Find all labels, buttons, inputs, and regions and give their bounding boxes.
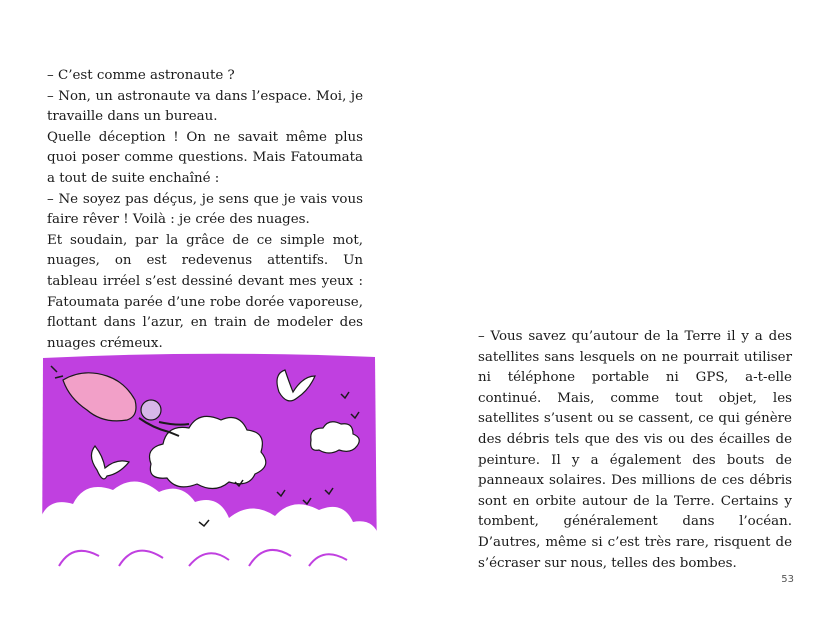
paragraph: Et soudain, par la grâce de ce simple mot, nuages, on est redevenus attentifs. Un tableau irréel s’est dessiné devant mes yeux : Fatoumata parée d’une robe dorée vaporeuse, flottant dans l’azur, en train de modeler des nuages crémeux. — [47, 232, 363, 351]
paragraph: Quelle déception ! On ne savait même plus quoi poser comme questions. Mais Fatoumata a tout de suite enchaîné : — [47, 129, 363, 186]
paragraph: – C’est comme astronaute ? — [47, 68, 235, 83]
page-number: 53 — [781, 574, 794, 585]
left-page-text — [47, 66, 363, 354]
right-page-text — [478, 327, 792, 574]
paragraph: – Vous savez qu’autour de la Terre il y a des satellites sans lesquels on ne pourrait utiliser ni téléphone portable ni GPS, a-t-elle continué. Mais, comme tout objet, les satellites s’usent ou se cassent, ce qui génère des débris tels que des vis ou des écailles de peinture. Il y a également des bouts de panneaux solaires. Des millions de ces débris sont en orbite autour de la Terre. Certains y tombent, généralement dans l’océan. D’autres, même si c’est très rare, risquent de s’écraser sur nous, telles des bombes. — [478, 329, 792, 571]
paragraph: – Ne soyez pas déçus, je sens que je vais vous faire rêver ! Voilà : je crée des nuages. — [47, 191, 363, 228]
paragraph: – Non, un astronaute va dans l’espace. Moi, je travaille dans un bureau. — [47, 88, 363, 125]
right-page — [420, 0, 840, 621]
flying-woman-clouds-illustration — [39, 352, 379, 574]
